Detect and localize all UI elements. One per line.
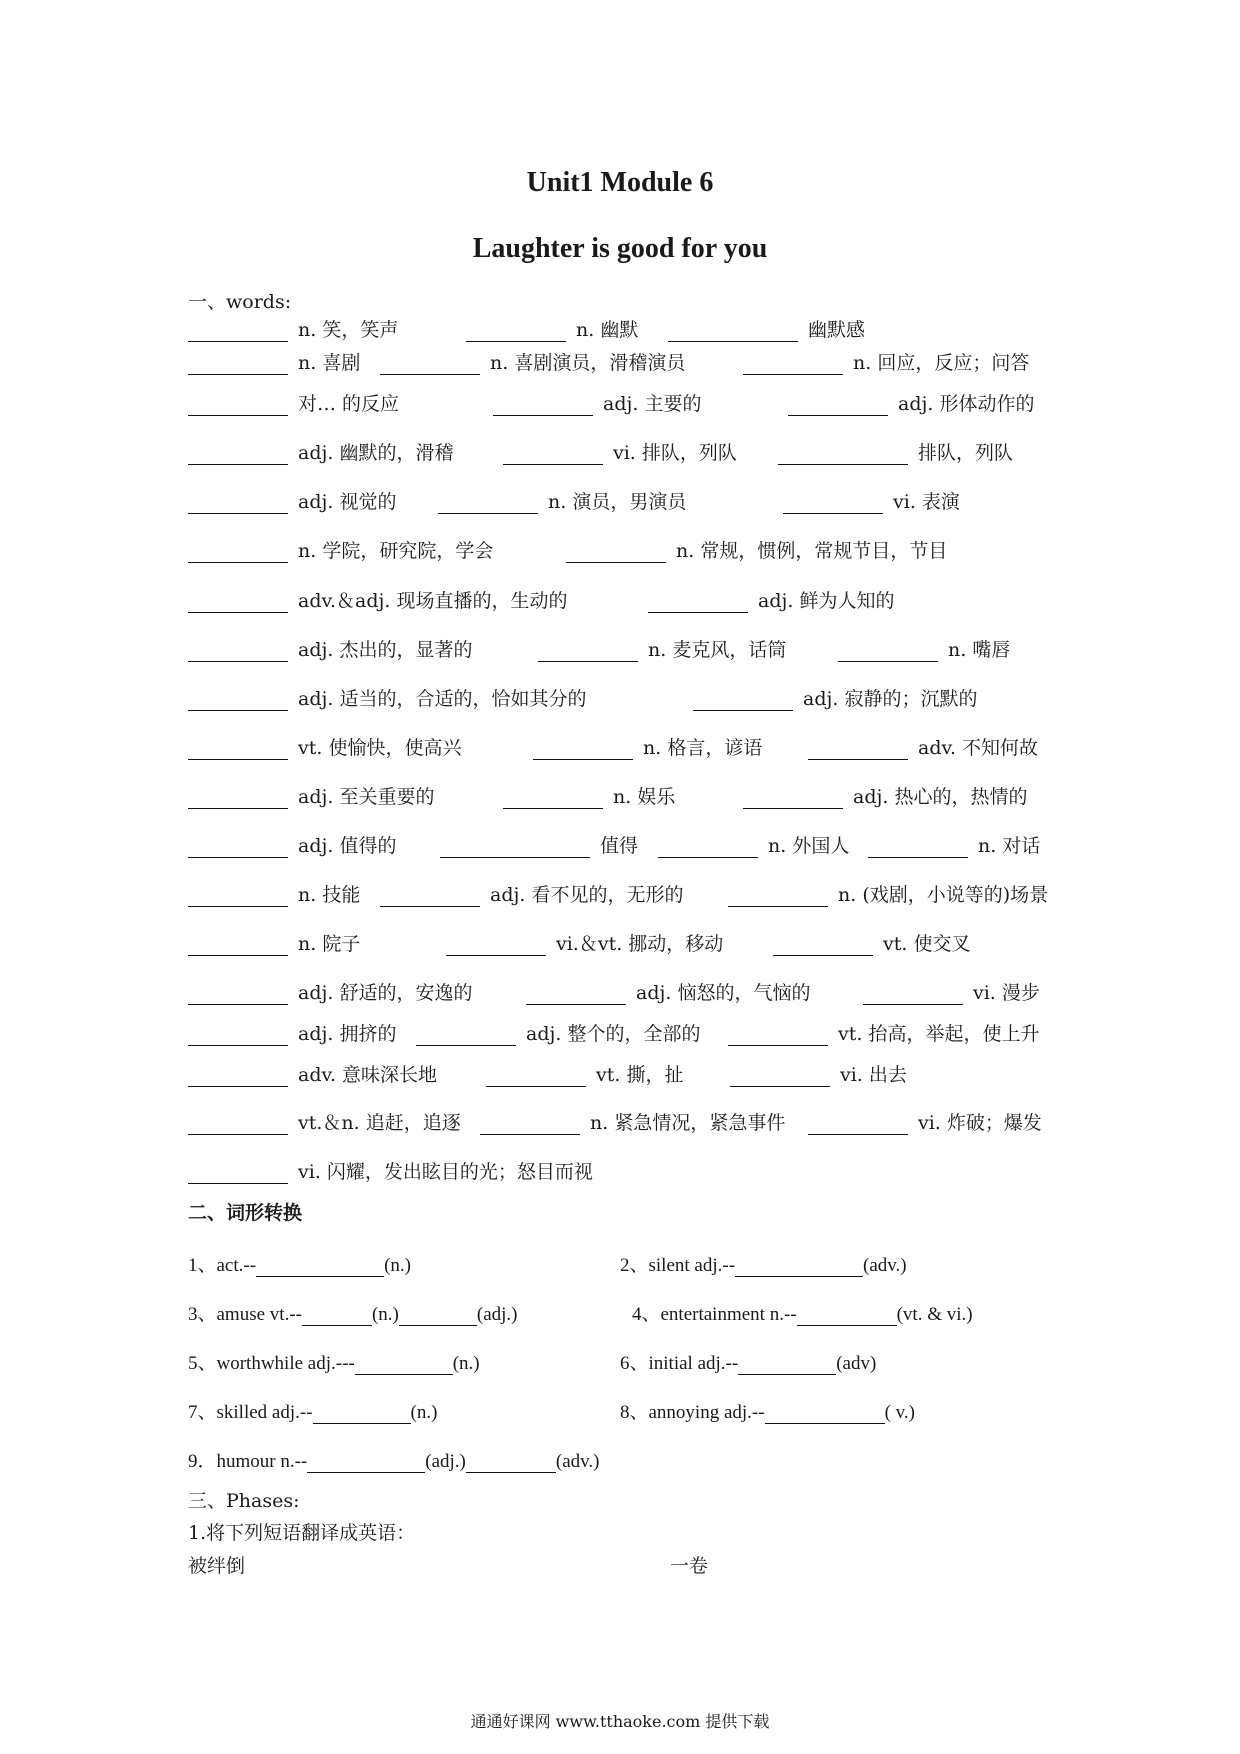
answer-blank[interactable] (380, 886, 480, 907)
vocab-gloss: 幽默感 (808, 319, 866, 341)
vocab-entry (188, 438, 453, 465)
answer-blank[interactable] (738, 1354, 836, 1375)
answer-blank[interactable] (765, 1403, 885, 1424)
answer-blank[interactable] (466, 1452, 556, 1473)
section-phrases-heading: 三、Phases: (188, 1490, 300, 1512)
vocab-entry (188, 978, 472, 1005)
vocab-gloss: n. 麦克风，话筒 (648, 639, 787, 661)
answer-blank[interactable] (188, 1066, 288, 1087)
answer-blank[interactable] (188, 788, 288, 809)
vocab-entry (668, 315, 865, 342)
answer-blank[interactable] (838, 641, 938, 662)
vocab-gloss: vt. 使交叉 (883, 933, 971, 955)
section-words-heading: 一、words: (188, 291, 292, 313)
answer-blank[interactable] (188, 592, 288, 613)
answer-blank[interactable] (446, 935, 546, 956)
word-form-text: 9．humour n.-- (188, 1451, 308, 1472)
answer-blank[interactable] (188, 542, 288, 563)
vocab-entry (743, 348, 1029, 375)
vocab-entry (693, 684, 977, 711)
vocab-entry (868, 831, 1040, 858)
vocab-entry (538, 635, 786, 662)
vocab-gloss: n. 对话 (978, 835, 1041, 857)
vocab-gloss: adj. 寂静的；沉默的 (803, 688, 978, 710)
answer-blank[interactable] (728, 1025, 828, 1046)
answer-blank[interactable] (503, 788, 603, 809)
answer-blank[interactable] (486, 1066, 586, 1087)
answer-blank[interactable] (440, 837, 590, 858)
footer-credit: 通通好课网 www.tthaoke.com 提供下载 (470, 1712, 770, 1731)
word-form-item (188, 1397, 437, 1424)
word-form-text: (n.) (452, 1353, 480, 1374)
vocab-gloss: adv. 不知何故 (918, 737, 1039, 759)
word-form-text: 6、initial adj.-- (620, 1353, 739, 1374)
vocab-gloss: adj. 适当的，合适的，恰如其分的 (298, 688, 587, 710)
phrase-item: 被绊倒 (188, 1555, 246, 1577)
vocab-entry (380, 348, 685, 375)
vocab-entry (188, 635, 472, 662)
answer-blank[interactable] (188, 1163, 288, 1184)
vocab-entry (486, 1060, 683, 1087)
word-form-text: 8、annoying adj.-- (620, 1402, 765, 1423)
phrase-item: 一卷 (670, 1555, 709, 1577)
answer-blank[interactable] (438, 493, 538, 514)
answer-blank[interactable] (188, 984, 288, 1005)
vocab-entry (743, 782, 1027, 809)
vocab-gloss: vi. 炸破；爆发 (918, 1112, 1042, 1134)
vocab-gloss: vi. 表演 (893, 491, 960, 513)
answer-blank[interactable] (188, 886, 288, 907)
vocab-entry (728, 1019, 1039, 1046)
answer-blank[interactable] (863, 984, 963, 1005)
vocab-entry (188, 1060, 437, 1087)
vocab-entry (503, 782, 675, 809)
vocab-gloss: adj. 形体动作的 (898, 393, 1035, 415)
vocab-gloss: vt. 撕，扯 (596, 1064, 684, 1086)
answer-blank[interactable] (808, 1114, 908, 1135)
vocab-entry (493, 389, 701, 416)
vocab-gloss: adj. 杰出的，显著的 (298, 639, 473, 661)
answer-blank[interactable] (188, 739, 288, 760)
vocab-entry (783, 487, 960, 514)
vocab-entry (778, 438, 1013, 465)
answer-blank[interactable] (188, 321, 288, 342)
answer-blank[interactable] (188, 641, 288, 662)
answer-blank[interactable] (313, 1403, 411, 1424)
word-form-text: 7、skilled adj.-- (188, 1402, 313, 1423)
vocab-gloss: n. 常规，惯例，常规节目，节目 (676, 540, 948, 562)
vocab-gloss: vi. 漫步 (973, 982, 1040, 1004)
word-form-text: (n.) (410, 1402, 438, 1423)
answer-blank[interactable] (778, 444, 908, 465)
vocab-entry (808, 1108, 1042, 1135)
vocab-gloss: adj. 值得的 (298, 835, 397, 857)
vocab-entry (438, 487, 686, 514)
vocab-gloss: adj. 至关重要的 (298, 786, 435, 808)
vocab-gloss: adj. 鲜为人知的 (758, 590, 895, 612)
word-form-text: (adv) (836, 1353, 877, 1374)
vocab-entry (658, 831, 849, 858)
vocab-entry (863, 978, 1040, 1005)
vocab-gloss: adj. 恼怒的，气恼的 (636, 982, 811, 1004)
vocab-entry (188, 389, 399, 416)
vocab-gloss: adj. 舒适的，安逸的 (298, 982, 473, 1004)
word-form-item (188, 1446, 600, 1473)
vocab-gloss: n. 技能 (298, 884, 361, 906)
vocab-entry (466, 315, 638, 342)
vocab-gloss: n. 外国人 (768, 835, 850, 857)
vocab-entry (446, 929, 723, 956)
vocab-gloss: adj. 主要的 (603, 393, 702, 415)
vocab-entry (188, 1157, 593, 1184)
word-form-item (188, 1348, 480, 1375)
answer-blank[interactable] (668, 321, 798, 342)
vocab-entry (480, 1108, 785, 1135)
vocab-entry (773, 929, 970, 956)
word-form-item (620, 1250, 907, 1277)
phrases-instruction: 1.将下列短语翻译成英语： (188, 1522, 416, 1544)
answer-blank[interactable] (466, 321, 566, 342)
vocab-entry (188, 586, 567, 613)
vocab-entry (188, 1019, 396, 1046)
vocab-entry (188, 782, 434, 809)
vocab-gloss: adj. 拥挤的 (298, 1023, 397, 1045)
vocab-entry (730, 1060, 907, 1087)
word-form-text: 5、worthwhile adj.--- (188, 1353, 355, 1374)
word-form-item (620, 1397, 915, 1424)
answer-blank[interactable] (503, 444, 603, 465)
answer-blank[interactable] (788, 395, 888, 416)
vocab-gloss: vi.＆vt. 挪动，移动 (556, 933, 724, 955)
answer-blank[interactable] (188, 444, 288, 465)
word-form-text: 3、amuse vt.-- (188, 1304, 302, 1325)
vocab-gloss: adj. 整个的，全部的 (526, 1023, 701, 1045)
word-form-text: 1、act.-- (188, 1255, 257, 1276)
vocab-entry (728, 880, 1048, 907)
answer-blank[interactable] (533, 739, 633, 760)
vocab-entry (188, 348, 360, 375)
answer-blank[interactable] (256, 1256, 384, 1277)
answer-blank[interactable] (188, 493, 288, 514)
vocab-gloss: adj. 热心的，热情的 (853, 786, 1028, 808)
vocab-gloss: adv.＆adj. 现场直播的，生动的 (298, 590, 568, 612)
word-form-text: (adv.) (555, 1451, 600, 1472)
word-form-text: ( v.) (884, 1402, 916, 1423)
answer-blank[interactable] (868, 837, 968, 858)
word-form-text: (adv.) (863, 1255, 907, 1276)
answer-blank[interactable] (188, 395, 288, 416)
answer-blank[interactable] (728, 886, 828, 907)
vocab-entry (648, 586, 894, 613)
answer-blank[interactable] (188, 690, 288, 711)
answer-blank[interactable] (566, 542, 666, 563)
vocab-entry (188, 684, 586, 711)
answer-blank[interactable] (188, 1025, 288, 1046)
answer-blank[interactable] (355, 1354, 453, 1375)
vocab-gloss: n. 喜剧演员，滑稽演员 (490, 352, 686, 374)
vocab-gloss: n. 院子 (298, 933, 361, 955)
vocab-gloss: vi. 出去 (840, 1064, 907, 1086)
vocab-gloss: n. 演员，男演员 (548, 491, 687, 513)
word-form-text: 2、silent adj.-- (620, 1255, 736, 1276)
vocab-gloss: adj. 视觉的 (298, 491, 397, 513)
vocab-entry (533, 733, 762, 760)
word-form-item (632, 1299, 973, 1326)
vocab-gloss: n. 幽默 (576, 319, 639, 341)
word-form-item (188, 1299, 518, 1326)
vocab-gloss: n. 笑，笑声 (298, 319, 399, 341)
vocab-gloss: 对… 的反应 (298, 393, 400, 415)
vocab-gloss: vt.＆n. 追赶，追逐 (298, 1112, 461, 1134)
word-form-text: (adj.) (476, 1304, 518, 1325)
vocab-entry (838, 635, 1010, 662)
vocab-gloss: vi. 闪耀，发出眩目的光；怒目而视 (298, 1161, 593, 1183)
answer-blank[interactable] (735, 1256, 863, 1277)
vocab-entry (188, 880, 360, 907)
vocab-entry (188, 536, 493, 563)
page-title: Unit1 Module 6 (526, 167, 714, 198)
vocab-entry (566, 536, 947, 563)
vocab-gloss: n. 娱乐 (613, 786, 676, 808)
vocab-entry (380, 880, 683, 907)
vocab-gloss: adv. 意味深长地 (298, 1064, 438, 1086)
answer-blank[interactable] (307, 1452, 425, 1473)
vocab-gloss: n. 格言，谚语 (643, 737, 763, 759)
word-form-text: (n.) (384, 1255, 411, 1276)
word-form-text: 4、entertainment n.-- (632, 1304, 797, 1325)
vocab-entry (188, 487, 396, 514)
vocab-gloss: n. 喜剧 (298, 352, 361, 374)
vocab-gloss: adj. 看不见的，无形的 (490, 884, 684, 906)
vocab-gloss: n. (戏剧，小说等的)场景 (838, 884, 1049, 906)
answer-blank[interactable] (526, 984, 626, 1005)
vocab-entry (416, 1019, 700, 1046)
word-form-item (620, 1348, 876, 1375)
answer-blank[interactable] (648, 592, 748, 613)
answer-blank[interactable] (302, 1305, 372, 1326)
vocab-entry (188, 831, 396, 858)
answer-blank[interactable] (188, 837, 288, 858)
vocab-gloss: n. 回应，反应；问答 (853, 352, 1030, 374)
page-subtitle: Laughter is good for you (472, 233, 768, 264)
answer-blank[interactable] (380, 354, 480, 375)
answer-blank[interactable] (797, 1305, 897, 1326)
answer-blank[interactable] (493, 395, 593, 416)
vocab-entry (188, 315, 398, 342)
vocab-gloss: vt. 使愉快，使高兴 (298, 737, 462, 759)
vocab-entry (808, 733, 1038, 760)
word-form-text: (n.) (371, 1304, 399, 1325)
vocab-gloss: 值得 (600, 835, 639, 857)
answer-blank[interactable] (743, 788, 843, 809)
answer-blank[interactable] (416, 1025, 516, 1046)
word-form-text: (adj.) (425, 1451, 466, 1472)
vocab-gloss: 排队，列队 (918, 442, 1014, 464)
answer-blank[interactable] (783, 493, 883, 514)
vocab-entry (526, 978, 810, 1005)
section-word-forms-heading: 二、词形转换 (188, 1202, 303, 1224)
vocab-entry (440, 831, 638, 858)
vocab-gloss: n. 紧急情况，紧急事件 (590, 1112, 786, 1134)
word-form-item (188, 1250, 411, 1277)
answer-blank[interactable] (808, 739, 908, 760)
vocab-entry (188, 733, 461, 760)
answer-blank[interactable] (693, 690, 793, 711)
vocab-gloss: n. 学院，研究院，学会 (298, 540, 494, 562)
answer-blank[interactable] (480, 1114, 580, 1135)
answer-blank[interactable] (730, 1066, 830, 1087)
answer-blank[interactable] (743, 354, 843, 375)
answer-blank[interactable] (399, 1305, 477, 1326)
vocab-entry (188, 1108, 461, 1135)
vocab-gloss: vi. 排队，列队 (613, 442, 737, 464)
answer-blank[interactable] (773, 935, 873, 956)
answer-blank[interactable] (188, 354, 288, 375)
vocab-entry (788, 389, 1034, 416)
vocab-gloss: n. 嘴唇 (948, 639, 1011, 661)
answer-blank[interactable] (538, 641, 638, 662)
vocab-entry (188, 929, 360, 956)
answer-blank[interactable] (658, 837, 758, 858)
vocab-gloss: vt. 抬高，举起，使上升 (838, 1023, 1040, 1045)
vocab-entry (503, 438, 737, 465)
answer-blank[interactable] (188, 935, 288, 956)
word-form-text: (vt. & vi.) (896, 1304, 973, 1325)
answer-blank[interactable] (188, 1114, 288, 1135)
vocab-gloss: adj. 幽默的，滑稽 (298, 442, 454, 464)
